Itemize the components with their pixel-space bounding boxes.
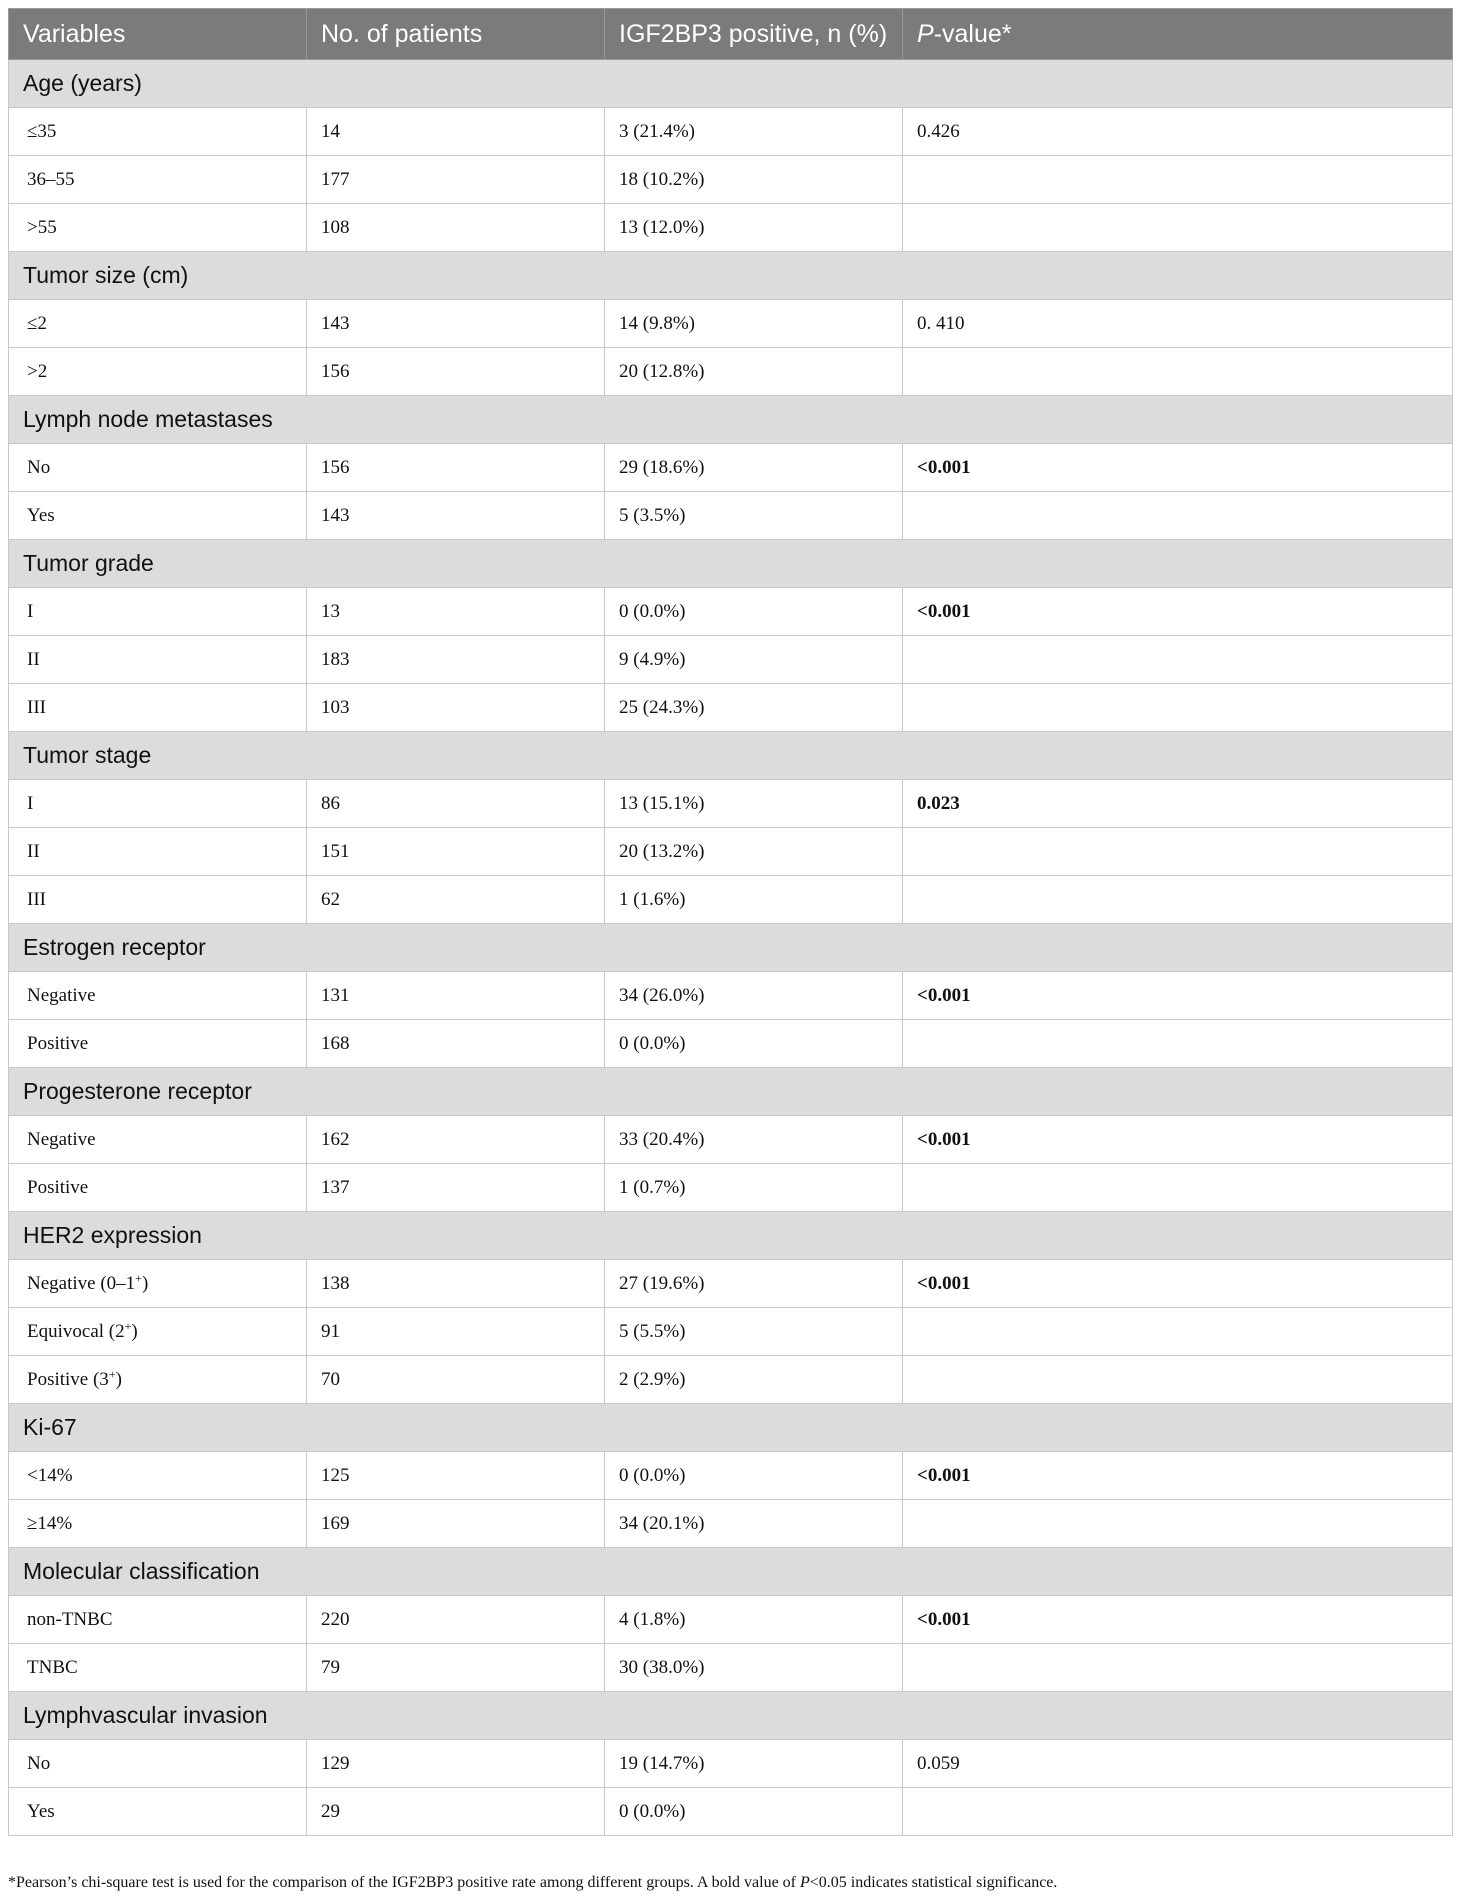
cell-variable — [9, 1116, 307, 1164]
header-no-of-patients: No. of patients — [307, 9, 605, 60]
table-row — [9, 780, 1453, 828]
table-row — [9, 1020, 1453, 1068]
table-row — [9, 1356, 1453, 1404]
cell-igf2bp3-positive: 5 (5.5%) — [605, 1308, 903, 1356]
table-footnote — [8, 1874, 1452, 1892]
cell-no-of-patients: 137 — [307, 1164, 605, 1212]
cell-igf2bp3-positive: 20 (13.2%) — [605, 828, 903, 876]
cell-variable — [9, 492, 307, 540]
cell-variable — [9, 1452, 307, 1500]
cell-variable-label: >2 — [27, 360, 48, 382]
cell-p-value — [903, 492, 1453, 540]
cell-variable-label: Negative — [27, 1128, 96, 1150]
cell-no-of-patients: 14 — [307, 108, 605, 156]
table-row — [9, 1788, 1453, 1836]
cell-no-of-patients: 108 — [307, 204, 605, 252]
table-row — [9, 588, 1453, 636]
table-body — [9, 60, 1453, 1836]
cell-igf2bp3-positive: 0 (0.0%) — [605, 588, 903, 636]
cell-p-value: 0.426 — [903, 108, 1453, 156]
table-row — [9, 1308, 1453, 1356]
cell-variable-label: No — [27, 456, 51, 478]
table-row — [9, 1740, 1453, 1788]
cell-variable — [9, 588, 307, 636]
cell-no-of-patients: 86 — [307, 780, 605, 828]
header-p-rest: -value* — [933, 19, 1012, 48]
data-table — [8, 8, 1453, 1836]
cell-variable-label: 36–55 — [27, 168, 75, 190]
cell-igf2bp3-positive: 5 (3.5%) — [605, 492, 903, 540]
cell-no-of-patients: 125 — [307, 1452, 605, 1500]
cell-igf2bp3-positive: 13 (15.1%) — [605, 780, 903, 828]
section-title: Tumor size (cm) — [9, 252, 1453, 300]
cell-no-of-patients: 143 — [307, 300, 605, 348]
cell-igf2bp3-positive: 34 (20.1%) — [605, 1500, 903, 1548]
cell-variable — [9, 300, 307, 348]
cell-variable-label: ≥14% — [27, 1512, 73, 1534]
cell-variable-sup: + — [135, 1270, 142, 1285]
cell-variable — [9, 1356, 307, 1404]
cell-p-value — [903, 1356, 1453, 1404]
table-row — [9, 1116, 1453, 1164]
cell-p-value: 0. 410 — [903, 300, 1453, 348]
cell-igf2bp3-positive: 30 (38.0%) — [605, 1644, 903, 1692]
section-title: Lymph node metastases — [9, 396, 1453, 444]
header-p-value — [903, 9, 1453, 60]
cell-igf2bp3-positive: 34 (26.0%) — [605, 972, 903, 1020]
cell-p-value — [903, 1164, 1453, 1212]
section-header-row — [9, 1068, 1453, 1116]
cell-p-value: <0.001 — [903, 1596, 1453, 1644]
cell-no-of-patients: 183 — [307, 636, 605, 684]
section-header-row — [9, 1548, 1453, 1596]
cell-variable — [9, 1500, 307, 1548]
cell-variable — [9, 1644, 307, 1692]
cell-igf2bp3-positive: 13 (12.0%) — [605, 204, 903, 252]
section-header-row — [9, 252, 1453, 300]
cell-variable-label: Positive — [27, 1176, 89, 1198]
cell-variable-label: III — [27, 888, 46, 910]
cell-variable — [9, 876, 307, 924]
cell-igf2bp3-positive: 14 (9.8%) — [605, 300, 903, 348]
table-row — [9, 348, 1453, 396]
table-row — [9, 1500, 1453, 1548]
cell-variable — [9, 780, 307, 828]
cell-variable-after: ) — [115, 1368, 122, 1390]
cell-variable — [9, 204, 307, 252]
section-header-row — [9, 1692, 1453, 1740]
cell-variable-label: non-TNBC — [27, 1608, 113, 1630]
cell-variable — [9, 828, 307, 876]
cell-p-value: <0.001 — [903, 1116, 1453, 1164]
cell-igf2bp3-positive: 4 (1.8%) — [605, 1596, 903, 1644]
cell-no-of-patients: 29 — [307, 1788, 605, 1836]
header-igf2bp3-positive: IGF2BP3 positive, n (%) — [605, 9, 903, 60]
cell-p-value — [903, 1788, 1453, 1836]
table-row — [9, 300, 1453, 348]
table-row — [9, 108, 1453, 156]
section-title: HER2 expression — [9, 1212, 1453, 1260]
cell-variable-label: ≤2 — [27, 312, 47, 334]
section-header-row — [9, 1212, 1453, 1260]
cell-variable — [9, 636, 307, 684]
cell-igf2bp3-positive: 1 (0.7%) — [605, 1164, 903, 1212]
cell-variable — [9, 684, 307, 732]
table-header-row — [9, 9, 1453, 60]
cell-variable-label: <14% — [27, 1464, 73, 1486]
cell-p-value: <0.001 — [903, 1260, 1453, 1308]
cell-p-value: <0.001 — [903, 972, 1453, 1020]
table-row — [9, 876, 1453, 924]
cell-variable — [9, 1740, 307, 1788]
section-header-row — [9, 1404, 1453, 1452]
cell-igf2bp3-positive: 33 (20.4%) — [605, 1116, 903, 1164]
cell-p-value — [903, 1308, 1453, 1356]
cell-variable-label: II — [27, 840, 40, 862]
table-row — [9, 1164, 1453, 1212]
cell-variable-label: Positive (3 — [27, 1368, 109, 1390]
cell-variable-label: II — [27, 648, 40, 670]
cell-p-value — [903, 828, 1453, 876]
cell-variable — [9, 1164, 307, 1212]
table-row — [9, 1644, 1453, 1692]
cell-igf2bp3-positive: 2 (2.9%) — [605, 1356, 903, 1404]
section-header-row — [9, 924, 1453, 972]
cell-no-of-patients: 177 — [307, 156, 605, 204]
cell-variable-label: Equivocal (2 — [27, 1320, 125, 1342]
cell-variable — [9, 108, 307, 156]
cell-no-of-patients: 220 — [307, 1596, 605, 1644]
cell-p-value — [903, 1500, 1453, 1548]
cell-no-of-patients: 169 — [307, 1500, 605, 1548]
cell-no-of-patients: 62 — [307, 876, 605, 924]
cell-no-of-patients: 70 — [307, 1356, 605, 1404]
section-title: Ki-67 — [9, 1404, 1453, 1452]
cell-no-of-patients: 79 — [307, 1644, 605, 1692]
cell-p-value — [903, 1644, 1453, 1692]
cell-igf2bp3-positive: 0 (0.0%) — [605, 1020, 903, 1068]
table-row — [9, 1452, 1453, 1500]
cell-p-value: <0.001 — [903, 444, 1453, 492]
cell-variable-label: Yes — [27, 504, 55, 526]
section-title: Tumor grade — [9, 540, 1453, 588]
cell-igf2bp3-positive: 25 (24.3%) — [605, 684, 903, 732]
cell-variable — [9, 156, 307, 204]
cell-variable-label: Negative — [27, 984, 96, 1006]
cell-no-of-patients: 156 — [307, 348, 605, 396]
section-title: Tumor stage — [9, 732, 1453, 780]
cell-variable-label: III — [27, 696, 46, 718]
cell-igf2bp3-positive: 3 (21.4%) — [605, 108, 903, 156]
header-p-italic: P — [917, 19, 934, 48]
table-row — [9, 972, 1453, 1020]
cell-p-value — [903, 684, 1453, 732]
table-row — [9, 444, 1453, 492]
cell-no-of-patients: 143 — [307, 492, 605, 540]
table-row — [9, 1260, 1453, 1308]
cell-variable-label: Positive — [27, 1032, 89, 1054]
cell-variable — [9, 1308, 307, 1356]
cell-p-value: 0.023 — [903, 780, 1453, 828]
cell-p-value: <0.001 — [903, 588, 1453, 636]
cell-no-of-patients: 103 — [307, 684, 605, 732]
cell-p-value — [903, 1020, 1453, 1068]
cell-no-of-patients: 129 — [307, 1740, 605, 1788]
cell-no-of-patients: 156 — [307, 444, 605, 492]
section-title: Age (years) — [9, 60, 1453, 108]
section-header-row — [9, 732, 1453, 780]
cell-igf2bp3-positive: 20 (12.8%) — [605, 348, 903, 396]
section-title: Molecular classification — [9, 1548, 1453, 1596]
cell-p-value: 0.059 — [903, 1740, 1453, 1788]
cell-igf2bp3-positive: 29 (18.6%) — [605, 444, 903, 492]
cell-p-value — [903, 636, 1453, 684]
cell-no-of-patients: 13 — [307, 588, 605, 636]
table-row — [9, 492, 1453, 540]
cell-no-of-patients: 162 — [307, 1116, 605, 1164]
cell-p-value: <0.001 — [903, 1452, 1453, 1500]
cell-variable-label: I — [27, 600, 34, 622]
section-header-row — [9, 60, 1453, 108]
cell-variable — [9, 1596, 307, 1644]
section-header-row — [9, 540, 1453, 588]
cell-variable-label: No — [27, 1752, 51, 1774]
cell-variable — [9, 972, 307, 1020]
cell-variable — [9, 1020, 307, 1068]
cell-variable-label: Negative (0–1 — [27, 1272, 136, 1294]
footnote-text-2: <0.05 indicates statistical significance. — [809, 1874, 1058, 1891]
section-header-row — [9, 396, 1453, 444]
table-row — [9, 684, 1453, 732]
cell-igf2bp3-positive: 1 (1.6%) — [605, 876, 903, 924]
cell-igf2bp3-positive: 18 (10.2%) — [605, 156, 903, 204]
cell-igf2bp3-positive: 0 (0.0%) — [605, 1452, 903, 1500]
cell-variable-label: Yes — [27, 1800, 55, 1822]
cell-variable-after: ) — [131, 1320, 138, 1342]
cell-variable-label: >55 — [27, 216, 57, 238]
table-row — [9, 828, 1453, 876]
cell-no-of-patients: 91 — [307, 1308, 605, 1356]
cell-p-value — [903, 204, 1453, 252]
table-row — [9, 156, 1453, 204]
cell-no-of-patients: 168 — [307, 1020, 605, 1068]
table-row — [9, 1596, 1453, 1644]
table-row — [9, 204, 1453, 252]
section-title: Progesterone receptor — [9, 1068, 1453, 1116]
section-title: Lymphvascular invasion — [9, 1692, 1453, 1740]
cell-igf2bp3-positive: 0 (0.0%) — [605, 1788, 903, 1836]
cell-p-value — [903, 156, 1453, 204]
cell-variable-sup: + — [108, 1366, 116, 1381]
cell-variable — [9, 348, 307, 396]
cell-igf2bp3-positive: 27 (19.6%) — [605, 1260, 903, 1308]
cell-variable — [9, 444, 307, 492]
footnote-p-italic: P — [800, 1874, 810, 1891]
header-variables: Variables — [9, 9, 307, 60]
footnote-text-1: *Pearson’s chi-square test is used for the comparison of the IGF2BP3 positive rate among different groups. A bold value of — [8, 1874, 800, 1891]
cell-variable — [9, 1788, 307, 1836]
cell-p-value — [903, 876, 1453, 924]
cell-p-value — [903, 348, 1453, 396]
cell-variable-label: ≤35 — [27, 120, 57, 142]
cell-variable-label: TNBC — [27, 1656, 78, 1678]
cell-no-of-patients: 138 — [307, 1260, 605, 1308]
section-title: Estrogen receptor — [9, 924, 1453, 972]
cell-igf2bp3-positive: 9 (4.9%) — [605, 636, 903, 684]
cell-no-of-patients: 131 — [307, 972, 605, 1020]
table-row — [9, 636, 1453, 684]
cell-igf2bp3-positive: 19 (14.7%) — [605, 1740, 903, 1788]
cell-variable-label: I — [27, 792, 34, 814]
cell-no-of-patients: 151 — [307, 828, 605, 876]
cell-variable-sup: + — [124, 1318, 132, 1333]
cell-variable-after: ) — [141, 1272, 149, 1294]
cell-variable — [9, 1260, 307, 1308]
